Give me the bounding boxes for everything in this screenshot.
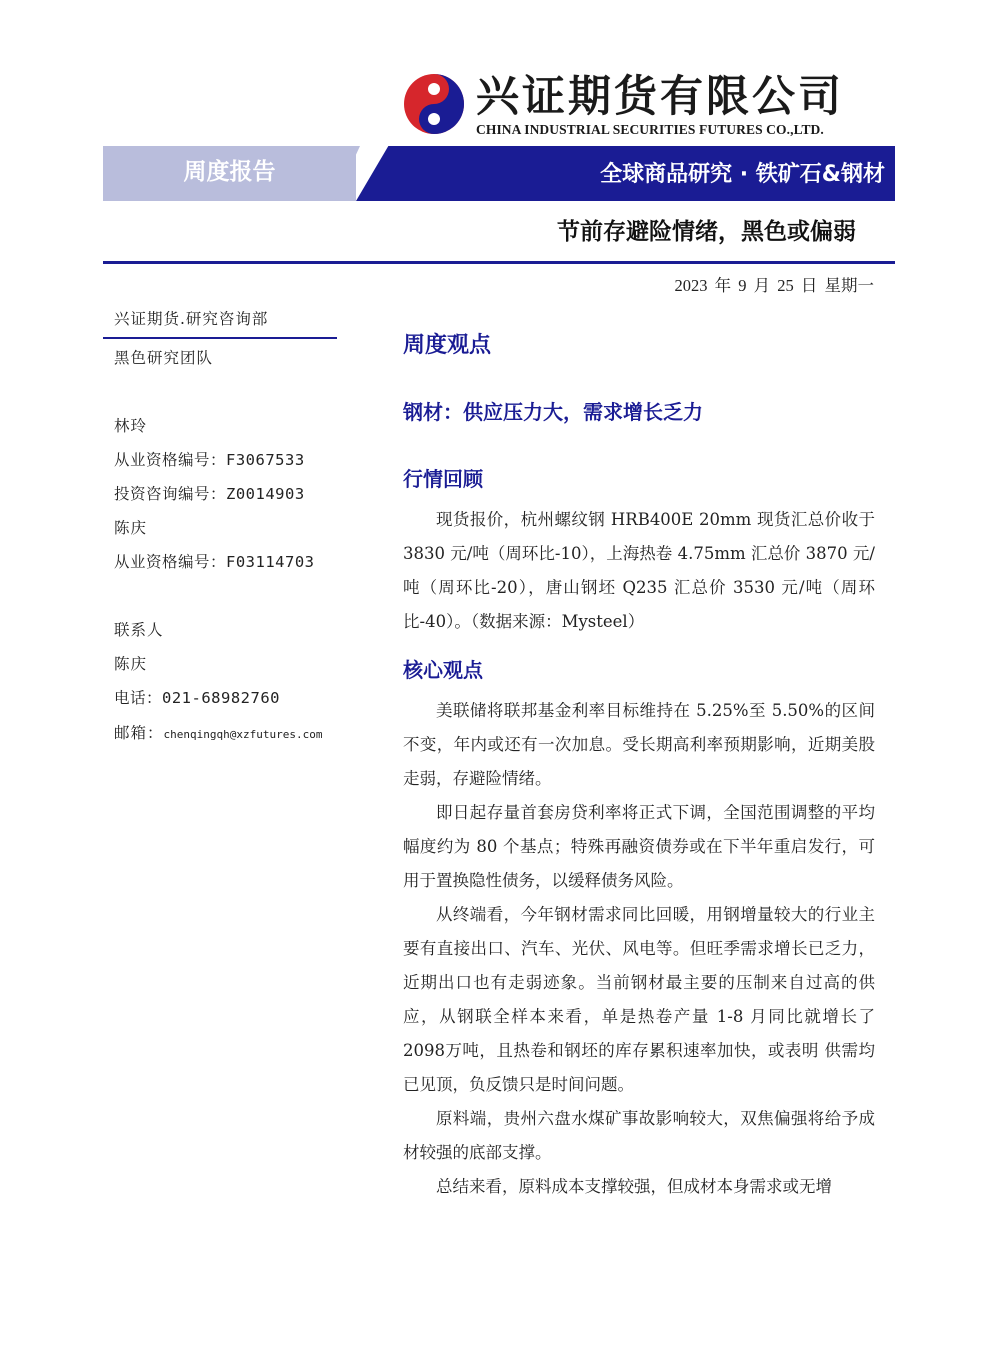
company-logo [402,72,872,138]
analyst-cert-number: 从业资格编号：F3067533 [114,451,305,469]
body-paragraph: 原料端，贵州六盘水煤矿事故影响较大，双焦偏强将给予成材较强的底部支撑。 [403,1109,875,1162]
report-banner [103,146,895,201]
analyst-invest-number: 投资咨询编号：Z0014903 [114,485,305,503]
market-review-paragraph: 现货报价，杭州螺纹钢 HRB400E 20mm 现货汇总价收于 3830 元/吨（周环比-10），上海热卷 4.75mm 汇总价 3870 元/吨（周环比-20），唐山钢坯 Q235 汇总价 3530 元/吨（周环比-40）。（数据来源：Mysteel） [403,510,875,631]
report-date: 2023 年 9 月 25 日 星期一 [674,276,874,295]
sidebar-divider [103,337,337,339]
report-type-label: 周度报告 [103,146,356,201]
contact-phone: 电话：021-68982760 [114,689,280,707]
market-review-heading: 行情回顾 [403,467,483,491]
section-subtitle: 钢材：供应压力大，需求增长乏力 [403,400,703,424]
header-divider [103,261,895,264]
body-paragraph: 从终端看，今年钢材需求同比回暖，用钢增量较大的行业主要有直接出口、汽车、光伏、风电等。但旺季需求增长已乏力，近期出口也有走弱迹象。当前钢材最主要的压制来自过高的供应，从钢联全样本来看，单是热卷产量 1-8 月同比就增长了2098万吨，且热卷和钢坯的库存累积速率加快，或表明 供需均已见顶，负反馈只是时间问题。 [403,905,875,1094]
email-label: 邮箱： [114,724,164,742]
department: 兴证期货.研究咨询部 [114,310,269,328]
contact-label: 联系人 [114,621,164,639]
company-name-en: CHINA INDUSTRIAL SECURITIES FUTURES CO.,LTD. [476,122,824,137]
report-headline: 节前存避险情绪，黑色或偏弱 [557,219,856,245]
core-view-heading: 核心观点 [403,658,483,682]
contact-email-row [114,721,322,743]
body-paragraph: 即日起存量首套房贷利率将正式下调，全国范围调整的平均幅度约为 80 个基点；特殊再融资债券或在下半年重启发行，可用于置换隐性债务，以缓释债务风险。 [403,803,875,890]
company-logo-icon [402,72,466,136]
analyst-name: 陈庆 [114,519,148,537]
report-category: 全球商品研究 · 铁矿石&钢材 [600,162,885,187]
contact-name: 陈庆 [114,655,148,673]
contact-email[interactable]: chenqingqh@xzfutures.com [163,728,323,741]
analyst-name: 林玲 [114,417,148,435]
section-title: 周度观点 [403,333,492,358]
body-paragraph: 总结来看，原料成本支撑较强，但成材本身需求或无增 [436,1177,832,1196]
body-paragraph: 美联储将联邦基金利率目标维持在 5.25%至 5.50%的区间不变，年内或还有一次加息。受长期高利率预期影响，近期美股走弱，存避险情绪。 [403,701,875,788]
team-name: 黑色研究团队 [114,349,214,367]
analyst-cert-number: 从业资格编号：F03114703 [114,553,315,571]
company-name-cn: 兴证期货有限公司 [476,72,844,122]
